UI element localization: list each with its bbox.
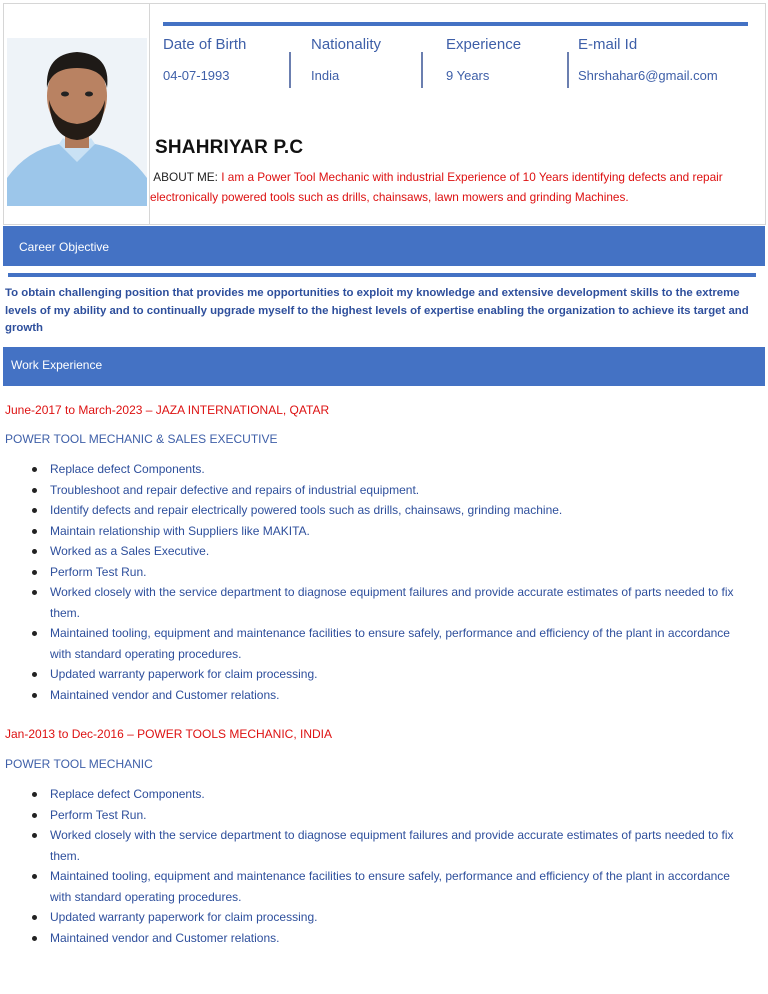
profile-photo — [7, 38, 147, 206]
email-label: E-mail Id — [578, 36, 638, 53]
dob-label: Date of Birth — [163, 36, 247, 53]
job-role: POWER TOOL MECHANIC — [5, 757, 153, 771]
list-item: Identify defects and repair electrically powered tools such as drills, chainsaws, grinding machine. — [0, 500, 740, 521]
about-label: ABOUT ME: — [153, 170, 218, 184]
list-item: Maintain relationship with Suppliers like MAKITA. — [0, 521, 740, 542]
list-item: Worked as a Sales Executive. — [0, 541, 740, 562]
list-item: Maintained tooling, equipment and maintenance facilities to ensure safely, performance and efficiency of the plant in accordance with standard operating procedures. — [0, 866, 740, 907]
dob-value: 04-07-1993 — [163, 68, 230, 83]
duties-list — [0, 459, 740, 705]
list-item: Replace defect Components. — [0, 459, 740, 480]
list-item: Troubleshoot and repair defective and repairs of industrial equipment. — [0, 480, 740, 501]
duties-list — [0, 784, 740, 948]
job-title: June-2017 to March-2023 – JAZA INTERNATIONAL, QATAR — [5, 403, 330, 417]
list-item: Maintained tooling, equipment and maintenance facilities to ensure safely, performance and efficiency of the plant in accordance with standard operating procedures. — [0, 623, 740, 664]
job-role: POWER TOOL MECHANIC & SALES EXECUTIVE — [5, 432, 278, 446]
work-experience-header — [3, 347, 765, 386]
career-objective-heading: Career Objective — [19, 240, 110, 254]
job-title: Jan-2013 to Dec-2016 – POWER TOOLS MECHANIC, INDIA — [5, 727, 333, 741]
field-separator — [567, 52, 569, 88]
list-item: Worked closely with the service department to diagnose equipment failures and provide accurate estimates of parts needed to fix them. — [0, 582, 740, 623]
list-item: Maintained vendor and Customer relations. — [0, 685, 740, 706]
about-me — [150, 167, 750, 207]
experience-field — [446, 36, 521, 83]
list-item: Perform Test Run. — [0, 562, 740, 583]
about-text: I am a Power Tool Mechanic with industrial Experience of 10 Years identifying defects and repair electronically powered tools such as drills, chainsaws, lawn mowers and grinding Machines. — [150, 170, 723, 204]
email-value[interactable]: Shrshahar6@gmail.com — [578, 68, 718, 83]
list-item: Updated warranty paperwork for claim processing. — [0, 664, 740, 685]
experience-value: 9 Years — [446, 68, 490, 83]
candidate-name: SHAHRIYAR P.C — [155, 137, 304, 158]
list-item: Perform Test Run. — [0, 805, 740, 826]
list-item: Updated warranty paperwork for claim processing. — [0, 907, 740, 928]
nationality-value: India — [311, 68, 340, 83]
section-divider — [8, 273, 756, 277]
list-item: Maintained vendor and Customer relations. — [0, 928, 740, 949]
work-experience-heading: Work Experience — [11, 358, 103, 372]
experience-label: Experience — [446, 36, 522, 53]
field-separator — [289, 52, 291, 88]
header-top-rule — [163, 22, 748, 26]
list-item: Worked closely with the service department to diagnose equipment failures and provide accurate estimates of parts needed to fix them. — [0, 825, 740, 866]
list-item: Replace defect Components. — [0, 784, 740, 805]
nationality-field — [311, 36, 381, 83]
career-objective-header — [3, 226, 765, 266]
career-objective-text: To obtain challenging position that provides me opportunities to exploit my knowledge and extensive development skills to the extreme levels of my ability and to continually upgrade myself to the highest levels of expertise enabling the organization to achieve its target and growth — [5, 287, 749, 334]
field-separator — [421, 52, 423, 88]
email-field — [578, 36, 718, 83]
nationality-label: Nationality — [311, 36, 382, 53]
dob-field — [163, 36, 246, 83]
